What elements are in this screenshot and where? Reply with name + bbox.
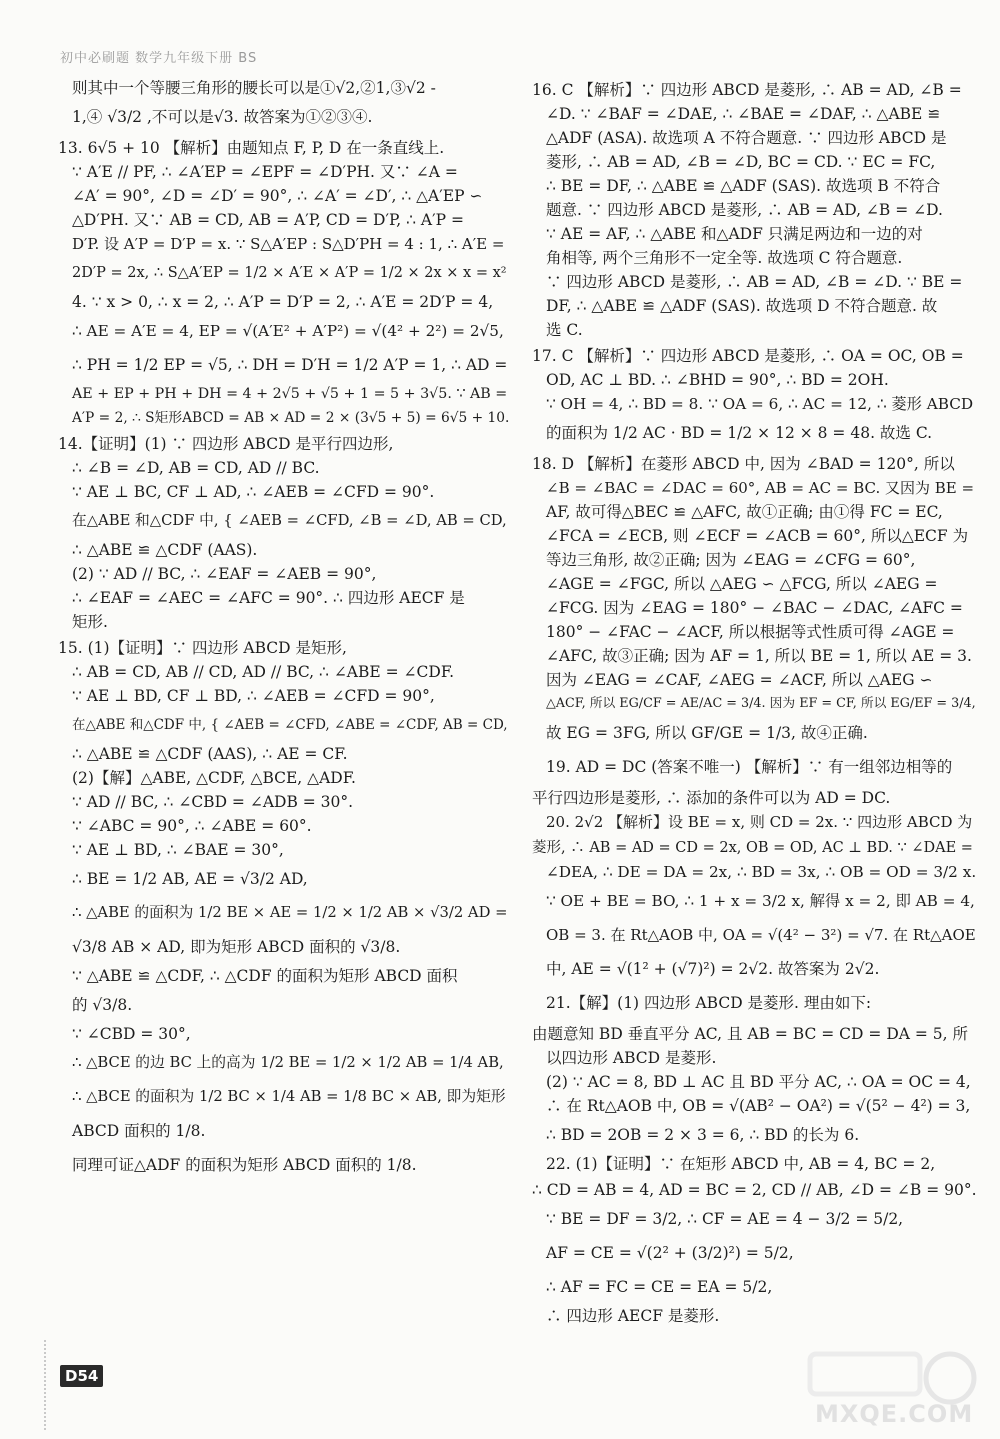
left-column-line: 矩形. (72, 613, 108, 631)
left-column-line: ∵ A′E // PF, ∴ ∠A′EP = ∠EPF = ∠D′PH. 又∵ ∠A = (72, 163, 458, 181)
right-column-line: 180° − ∠FAC − ∠ACF, 所以根据等式性质可得 ∠AGE = (546, 623, 955, 641)
left-column-line: ∴ △ABE ≌ △CDF (AAS), ∴ AE = CF. (72, 745, 348, 763)
right-column-line: OB = 3. 在 Rt△AOB 中, OA = √(4² − 3²) = √7. 在 Rt△AOE (546, 926, 976, 944)
left-column-line: 则其中一个等腰三角形的腰长可以是①√2,②1,③√2 - (72, 79, 436, 97)
left-column-line: ∴ AB = CD, AB // CD, AD // BC, ∴ ∠ABE = ∠CDF. (72, 663, 455, 681)
left-column-line: ∴ △BCE 的面积为 1/2 BC × 1/4 AB = 1/8 BC × AB, 即为矩形 (72, 1088, 506, 1105)
right-column-line: 选 C. (546, 321, 583, 339)
right-column-line: 中, AE = √(1² + (√7)²) = 2√2. 故答案为 2√2. (546, 960, 880, 978)
right-column-line: 平行四边形是菱形, ∴ 添加的条件可以为 AD = DC. (532, 789, 891, 807)
right-column-line: 角相等, 两个三角形不一定全等. 故选项 C 符合题意. (546, 249, 903, 267)
right-column-line: 菱形, ∴ AB = AD, ∠B = ∠D, BC = CD. ∵ EC = FC, (546, 153, 936, 171)
left-column-line: ∵ AE ⊥ BD, ∴ ∠BAE = 30°, (72, 841, 284, 859)
left-column-line: 1,④ √3/2 ,不可以是√3. 故答案为①②③④. (72, 108, 373, 126)
running-header: 初中必刷题 数学九年级下册 BS (60, 51, 258, 66)
left-column-line: √3/8 AB × AD, 即为矩形 ABCD 面积的 √3/8. (72, 938, 401, 956)
left-column-line: ∵ AE ⊥ BC, CF ⊥ AD, ∴ ∠AEB = ∠CFD = 90°. (72, 483, 435, 501)
right-column-line: (2) ∵ AC = 8, BD ⊥ AC 且 BD 平分 AC, ∴ OA = OC = 4, (546, 1073, 971, 1091)
left-column-line: ABCD 面积的 1/8. (72, 1122, 206, 1140)
right-column-line: 21.【解】(1) 四边形 ABCD 是菱形. 理由如下: (546, 994, 872, 1012)
right-column-line: ∵ OH = 4, ∴ BD = 8. ∵ OA = 6, ∴ AC = 12, ∴ 菱形 ABCD (546, 395, 974, 413)
right-column (532, 76, 977, 1328)
right-column-line: 题意. ∵ 四边形 ABCD 是菱形, ∴ AB = AD, ∠B = ∠D. (546, 201, 943, 219)
right-column-line: ∴ CD = AB = 4, AD = BC = 2, CD // AB, ∠D = ∠B = 90°. (532, 1181, 977, 1199)
right-column-line: 等边三角形, 故②正确; 因为 ∠EAG = ∠CFG = 60°, (546, 551, 916, 569)
right-column-line: ∠DEA, ∴ DE = DA = 2x, ∴ BD = 3x, ∴ OB = OD = 3/2 x. (546, 863, 977, 881)
right-column-line: ∴ 四边形 AECF 是菱形. (546, 1307, 720, 1325)
right-column-line: 19. AD = DC (答案不唯一) 【解析】∵ 有一组邻边相等的 (546, 758, 953, 776)
page-number: D54 (60, 1365, 103, 1387)
right-column-line: 16. C 【解析】∵ 四边形 ABCD 是菱形, ∴ AB = AD, ∠B = (532, 81, 962, 99)
right-column-line: 菱形, ∴ AB = AD = CD = 2x, OB = OD, AC ⊥ BD. ∵ ∠DAE = (532, 840, 973, 856)
left-column-line: ∴ △BCE 的边 BC 上的高为 1/2 BE = 1/2 × 1/2 AB = 1/4 AB, (72, 1054, 504, 1071)
left-column-line: 同理可证△ADF 的面积为矩形 ABCD 面积的 1/8. (72, 1156, 417, 1174)
right-column-line: 18. D 【解析】在菱形 ABCD 中, 因为 ∠BAD = 120°, 所以 (532, 455, 955, 473)
left-column-line: ∴ △ABE ≌ △CDF (AAS). (72, 541, 258, 559)
right-column-line: △ADF (ASA). 故选项 A 不符合题意. ∵ 四边形 ABCD 是 (546, 129, 947, 147)
left-column-line: 的 √3/8. (72, 996, 133, 1014)
left-column-line: ∴ ∠EAF = ∠AEC = ∠AFC = 90°. ∴ 四边形 AECF 是 (72, 589, 465, 607)
right-column-line: ∠AGE = ∠FGC, 所以 △AEG ∽ △FCG, 所以 ∠AEG = (546, 575, 938, 593)
left-column-line: 14.【证明】(1) ∵ 四边形 ABCD 是平行四边形, (58, 435, 394, 453)
right-column-line: ∴ AF = FC = CE = EA = 5/2, (546, 1278, 773, 1296)
left-column-line: 2D′P = 2x, ∴ S△A′EP = 1/2 × A′E × A′P = 1/2 × 2x × x = x² (72, 265, 507, 281)
left-column-line: 13. 6√5 + 10 【解析】由题知点 F, P, D 在一条直线上. (58, 139, 445, 157)
right-column-line: ∠D. ∵ ∠BAF = ∠DAE, ∴ ∠BAE = ∠DAF, ∴ △ABE ≌ (546, 105, 941, 123)
right-column-line: OD, AC ⊥ BD. ∴ ∠BHD = 90°, ∴ BD = 2OH. (546, 371, 889, 389)
left-column-line: ∵ AE ⊥ BD, CF ⊥ BD, ∴ ∠AEB = ∠CFD = 90°, (72, 687, 435, 705)
left-column-line: 在△ABE 和△CDF 中, { ∠AEB = ∠CFD, ∠B = ∠D, AB = CD, (72, 512, 507, 529)
right-column-line: ∴ 在 Rt△AOB 中, OB = √(AB² − OA²) = √(5² − 4²) = 3, (546, 1097, 971, 1115)
right-column-line: 因为 ∠EAG = ∠CAF, ∠AEG = ∠ACF, 所以 △AEG ∽ (546, 671, 933, 689)
right-column-line: ∵ 四边形 ABCD 是菱形, ∴ AB = AD, ∠B = ∠D. ∵ BE = (546, 273, 963, 291)
right-column-line: ∠B = ∠BAC = ∠DAC = 60°, AB = AC = BC. 又因为 BE = (546, 479, 975, 497)
right-column-line: ∠AFC, 故③正确; 因为 AF = 1, 所以 BE = 1, 所以 AE = 3. (546, 647, 972, 665)
watermark-text: MXQE.COM (815, 1400, 974, 1428)
left-column-line: 4. ∵ x > 0, ∴ x = 2, ∴ A′P = D′P = 2, ∴ A′E = 2D′P = 4, (72, 293, 494, 311)
right-column-line: DF, ∴ △ABE ≌ △ADF (SAS). 故选项 D 不符合题意. 故 (546, 297, 938, 315)
left-column-line: ∵ AD // BC, ∴ ∠CBD = ∠ADB = 30°. (72, 793, 354, 811)
right-column-line: 故 EG = 3FG, 所以 GF/GE = 1/3, 故④正确. (546, 724, 868, 742)
left-column-line: A′P = 2, ∴ S矩形ABCD = AB × AD = 2 × (3√5 + 5) = 6√5 + 10. (72, 410, 510, 426)
right-column-line: ∵ BE = DF = 3/2, ∴ CF = AE = 4 − 3/2 = 5/2, (546, 1210, 904, 1228)
right-column-line: 22. (1)【证明】∵ 在矩形 ABCD 中, AB = 4, BC = 2, (546, 1155, 936, 1173)
left-column-line: ∴ BE = 1/2 AB, AE = √3/2 AD, (72, 870, 308, 888)
right-column-line: ∵ OE + BE = BO, ∴ 1 + x = 3/2 x, 解得 x = 2, 即 AB = 4, (546, 892, 975, 910)
right-column-line: ∴ BD = 2OB = 2 × 3 = 6, ∴ BD 的长为 6. (546, 1126, 860, 1144)
right-column-line: 17. C 【解析】∵ 四边形 ABCD 是菱形, ∴ OA = OC, OB = (532, 347, 964, 365)
left-column-line: AE + EP + PH + DH = 4 + 2√5 + √5 + 1 = 5 + 3√5. ∵ AB = (72, 386, 508, 402)
right-column-line: AF, 故可得△BEC ≌ △AFC, 故①正确; 由①得 FC = EC, (546, 503, 943, 521)
right-column-line: 以四边形 ABCD 是菱形. (546, 1049, 717, 1067)
right-column-line: ∠FCA = ∠ECB, 则 ∠ECF = ∠ACB = 60°, 所以△ECF 为 (546, 527, 969, 545)
left-column-line: (2) ∵ AD // BC, ∴ ∠EAF = ∠AEB = 90°, (72, 565, 377, 583)
left-column-line: ∵ ∠ABC = 90°, ∴ ∠ABE = 60°. (72, 817, 312, 835)
right-column-line: AF = CE = √(2² + (3/2)²) = 5/2, (546, 1244, 794, 1262)
right-column-line: ∴ BE = DF, ∴ △ABE ≌ △ADF (SAS). 故选项 B 不符合 (546, 177, 941, 195)
left-column-line: 在△ABE 和△CDF 中, { ∠AEB = ∠CFD, ∠ABE = ∠CDF, AB = CD, (72, 717, 508, 733)
left-column-line: △D′PH. 又∵ AB = CD, AB = A′P, CD = D′P, ∴ A′P = (72, 211, 464, 229)
left-column-line: ∠A′ = 90°, ∠D = ∠D′ = 90°, ∴ ∠A′ = ∠D′, ∴ △A′EP ∽ (72, 187, 483, 205)
right-column-line: ∠FCG. 因为 ∠EAG = 180° − ∠BAC − ∠DAC, ∠AFC = (546, 599, 963, 617)
left-column-line: ∴ △ABE 的面积为 1/2 BE × AE = 1/2 × 1/2 AB × √3/2 AD = (72, 904, 508, 921)
left-column-line: ∵ △ABE ≌ △CDF, ∴ △CDF 的面积为矩形 ABCD 面积 (72, 967, 458, 985)
right-column-line: 由题意知 BD 垂直平分 AC, 且 AB = BC = CD = DA = 5, 所 (532, 1025, 968, 1043)
right-column-line: △ACF, 所以 EG/CF = AE/AC = 3/4. 因为 EF = CF, 所以 EG/EF = 3/4, (546, 696, 976, 711)
left-column (58, 76, 510, 1182)
left-column-line: D′P. 设 A′P = D′P = x. ∵ S△A′EP : S△D′PH = 4 : 1, ∴ A′E = (72, 235, 505, 253)
left-column-line: ∵ ∠CBD = 30°, (72, 1025, 191, 1043)
left-column-line: ∴ ∠B = ∠D, AB = CD, AD // BC. (72, 459, 320, 477)
right-column-line: ∵ AE = AF, ∴ △ABE 和△ADF 只满足两边和一边的对 (546, 225, 923, 243)
margin-dots (44, 1340, 46, 1430)
left-column-line: 15. (1)【证明】∵ 四边形 ABCD 是矩形, (58, 639, 347, 657)
left-column-line: ∴ AE = A′E = 4, EP = √(A′E² + A′P²) = √(4² + 2²) = 2√5, (72, 322, 504, 340)
right-column-line: 20. 2√2 【解析】设 BE = x, 则 CD = 2x. ∵ 四边形 ABCD 为 (546, 813, 973, 831)
left-column-line: (2)【解】△ABE, △CDF, △BCE, △ADF. (72, 769, 356, 787)
right-column-line: 的面积为 1/2 AC · BD = 1/2 × 12 × 8 = 48. 故选 C. (546, 424, 933, 442)
left-column-line: ∴ PH = 1/2 EP = √5, ∴ DH = D′H = 1/2 A′P = 1, ∴ AD = (72, 356, 508, 374)
